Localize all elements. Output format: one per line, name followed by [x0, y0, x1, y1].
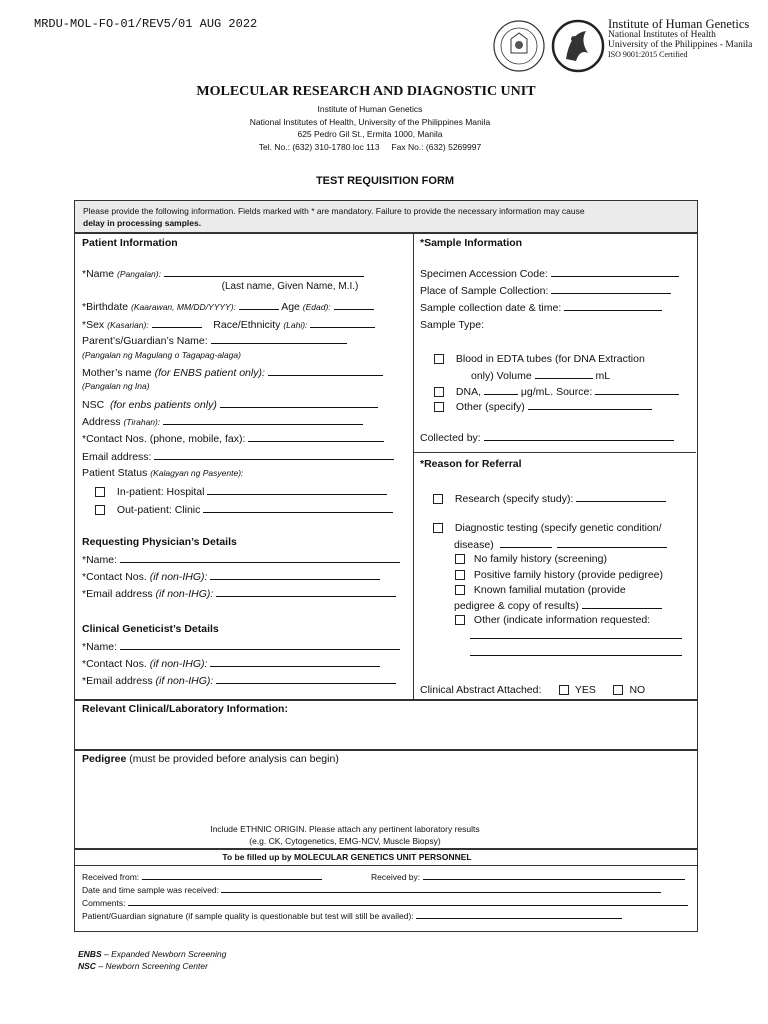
referral-heading: *Reason for Referral	[420, 458, 522, 470]
inpatient-checkbox[interactable]	[95, 487, 105, 497]
outpatient-option[interactable]: Out-patient: Clinic	[95, 503, 393, 516]
pedigree-box[interactable]: Pedigree (must be provided before analysis can begin) Include ETHNIC ORIGIN. Please attach any pertinent laboratory results (e.g. CK, Cytogenetics, EMG-NCV, Muscle Biopsy)	[74, 749, 698, 850]
diagnostic-option[interactable]: Diagnostic testing (specify genetic condition/	[433, 522, 662, 534]
abstract-no-checkbox[interactable]	[613, 685, 623, 695]
patient-status-label: Patient Status (Kalagyan ng Pasyente):	[82, 467, 244, 479]
relevant-info-box[interactable]: Relevant Clinical/Laboratory Information:	[74, 699, 698, 751]
outpatient-checkbox[interactable]	[95, 505, 105, 515]
geneticist-contact-field[interactable]: *Contact Nos. (if non-IHG):	[82, 657, 380, 670]
patient-name-field[interactable]: *Name (Pangalan):	[82, 267, 364, 280]
sample-other-option[interactable]: Other (specify)	[434, 400, 652, 413]
document-code: MRDU-MOL-FO-01/REV5/01 AUG 2022	[34, 17, 258, 31]
research-checkbox[interactable]	[433, 494, 443, 504]
collected-by-field[interactable]: Collected by:	[420, 431, 674, 444]
institute-logo-text: Institute of Human Genetics National Institutes of Health University of the Philippines - Manila ISO 9001:2015 Certified	[608, 17, 753, 59]
edta-volume-field[interactable]: only) Volume mL	[471, 370, 611, 382]
accession-code-field[interactable]: Specimen Accession Code:	[420, 267, 679, 280]
edta-checkbox[interactable]	[434, 354, 444, 364]
physician-name-field[interactable]: *Name:	[82, 553, 400, 566]
received-by-field[interactable]: Received by:	[371, 872, 685, 882]
footnote-nsc: NSC – Newborn Screening Center	[78, 961, 208, 971]
form-title: TEST REQUISITION FORM	[315, 175, 455, 187]
research-option[interactable]: Research (specify study):	[433, 492, 666, 505]
sample-type-label: Sample Type:	[420, 319, 485, 331]
university-seal-icon	[489, 19, 549, 73]
guardian-hint: (Pangalan ng Magulang o Tagapag-alaga)	[82, 350, 241, 360]
abstract-yes-checkbox[interactable]	[559, 685, 569, 695]
positive-family-history-checkbox[interactable]	[455, 570, 465, 580]
diagnostic-condition-field[interactable]: disease)	[454, 538, 667, 551]
sample-referral-divider	[413, 452, 696, 453]
known-mutation-checkbox[interactable]	[455, 585, 465, 595]
diagnostic-checkbox[interactable]	[433, 523, 443, 533]
physician-contact-field[interactable]: *Contact Nos. (if non-IHG):	[82, 570, 380, 583]
address-field[interactable]: Address (Tirahan):	[82, 415, 363, 428]
unit-address: Institute of Human Genetics National Institutes of Health, University of the Philippines Manila 625 Pedro Gil St., Ermita 1000, Manila Tel. No.: (632) 310-1780 loc 113 Fax No.: (632) 5269997	[249, 104, 491, 152]
contact-field[interactable]: *Contact Nos. (phone, mobile, fax):	[82, 432, 384, 445]
dna-option[interactable]: DNA, μg/mL. Source:	[434, 385, 679, 398]
geneticist-email-field[interactable]: *Email address (if non-IHG):	[82, 674, 396, 687]
comments-field[interactable]: Comments:	[82, 898, 688, 908]
guardian-name-field[interactable]: Parent’s/Guardian’s Name:	[82, 334, 347, 347]
sample-info-heading: *Sample Information	[420, 237, 523, 249]
known-mutation-results-field[interactable]: pedigree & copy of results)	[454, 599, 662, 612]
received-from-field[interactable]: Received from:	[82, 872, 322, 882]
email-field[interactable]: Email address:	[82, 450, 394, 463]
geneticist-heading: Clinical Geneticist’s Details	[82, 623, 219, 635]
column-divider	[413, 232, 414, 699]
name-format-hint: (Last name, Given Name, M.I.)	[221, 281, 359, 292]
mother-hint: (Pangalan ng Ina)	[82, 381, 150, 391]
birthdate-field[interactable]: *Birthdate (Kaarawan, MM/DD/YYYY): Age (Edad):	[82, 300, 374, 313]
geneticist-name-field[interactable]: *Name:	[82, 640, 400, 653]
sex-race-field[interactable]: *Sex (Kasarian): Race/Ethnicity (Lahi):	[82, 318, 375, 331]
collection-place-field[interactable]: Place of Sample Collection:	[420, 284, 671, 297]
physician-heading: Requesting Physician’s Details	[82, 536, 237, 548]
signature-field[interactable]: Patient/Guardian signature (if sample quality is questionable but test will still be availed):	[82, 911, 622, 921]
notice-box: Please provide the following information. Fields marked with * are mandatory. Failure to provide the necessary information may cause delay in processing samples.	[74, 200, 698, 234]
clinical-abstract-field: Clinical Abstract Attached: YES NO	[420, 684, 646, 696]
other-request-option[interactable]: Other (indicate information requested:	[455, 614, 650, 626]
ihg-logo-icon	[550, 19, 606, 73]
physician-email-field[interactable]: *Email address (if non-IHG):	[82, 587, 396, 600]
inpatient-option[interactable]: In-patient: Hospital	[95, 485, 387, 498]
no-family-history-option[interactable]: No family history (screening)	[455, 553, 607, 565]
patient-info-heading: Patient Information	[82, 237, 178, 249]
dna-checkbox[interactable]	[434, 387, 444, 397]
mother-name-field[interactable]: Mother’s name (for ENBS patient only):	[82, 366, 383, 379]
other-request-checkbox[interactable]	[455, 615, 465, 625]
other-request-line-2[interactable]	[470, 655, 682, 656]
nsc-field[interactable]: NSC (for enbs patients only)	[82, 398, 378, 411]
collection-datetime-field[interactable]: Sample collection date & time:	[420, 301, 662, 314]
personnel-box: To be filled up by MOLECULAR GENETICS UNIT PERSONNEL Received from: Received by: Date and time sample was received: Comments: Patient/Guardian signature (if sample quality is questionable but test will still be availed):	[74, 848, 698, 932]
no-family-history-checkbox[interactable]	[455, 554, 465, 564]
footnote-enbs: ENBS – Expanded Newborn Screening	[78, 949, 227, 959]
other-request-line-1[interactable]	[470, 638, 682, 639]
date-received-field[interactable]: Date and time sample was received:	[82, 885, 661, 895]
edta-option[interactable]: Blood in EDTA tubes (for DNA Extraction	[434, 353, 645, 365]
unit-title: MOLECULAR RESEARCH AND DIAGNOSTIC UNIT	[196, 84, 536, 99]
positive-family-history-option[interactable]: Positive family history (provide pedigree)	[455, 569, 663, 581]
known-mutation-option[interactable]: Known familial mutation (provide	[455, 584, 626, 596]
sample-other-checkbox[interactable]	[434, 402, 444, 412]
